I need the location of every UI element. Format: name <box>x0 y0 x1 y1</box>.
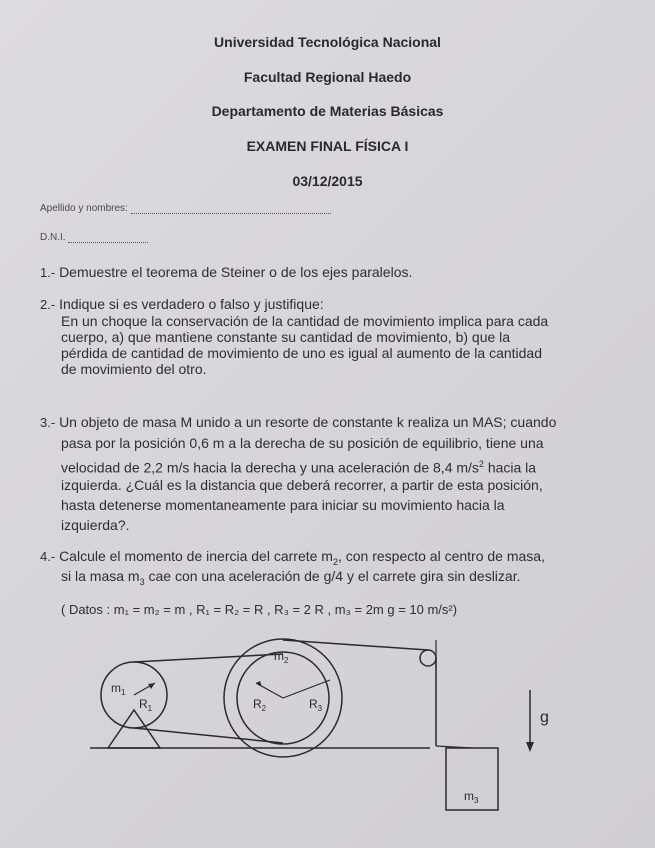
question-number: 1.- <box>40 265 56 280</box>
question-data: ( Datos : m₁ = m₂ = m , R₁ = R₂ = R , R₃ = 2 R , m₃ = 2m g = 10 m/s²) <box>61 602 458 617</box>
question-line: izquierda. ¿Cuál es la distancia que deberá recorrer, a partir de esta posición, <box>61 477 543 493</box>
university-title: Universidad Tecnológica Nacional <box>214 34 441 50</box>
m2-label: $m_2$ <box>274 649 289 665</box>
question-number: 3.- <box>40 415 56 430</box>
question-line: pasa por la posición 0,6 m a la derecha de su posición de equilibrio, tiene una <box>61 435 544 451</box>
id-label: D.N.I. <box>40 232 66 243</box>
question-line: Un objeto de masa M unido a un resorte de constante k realiza un MAS; cuando <box>59 414 557 430</box>
R3-radius <box>283 680 330 698</box>
question-text: Demuestre el teorema de Steiner o de los ejes paralelos. <box>59 264 413 280</box>
question-line: Indique si es verdadero o falso y justifique: <box>59 296 324 312</box>
belt-bottom <box>134 728 283 743</box>
R2-label: $R_2$ <box>253 697 267 713</box>
question-line-accel: velocidad de 2,2 m/s hacia la derecha y una aceleración de 8,4 $m/s^2$ hacia la <box>61 459 537 476</box>
name-label: Apellido y nombres: <box>40 203 128 214</box>
question-line: de movimiento del otro. <box>61 361 207 377</box>
m3-label: $m_3$ <box>464 789 479 805</box>
exam-date: 03/12/2015 <box>292 173 363 189</box>
question-line: pérdida de cantidad de movimiento de uno es igual al aumento de la cantidad <box>61 345 542 361</box>
g-arrowhead <box>526 742 534 752</box>
support-triangle <box>108 710 160 748</box>
rope-top <box>283 640 428 650</box>
R3-label: $R_3$ <box>309 697 323 713</box>
question-number: 4.- <box>40 549 56 564</box>
question-line: En un choque la conservación de la cantidad de movimiento implica para cada <box>61 313 549 329</box>
question-number: 2.- <box>40 297 56 312</box>
question-line: hasta detenerse momentaneamente para iniciar su movimiento hacia la <box>61 497 505 513</box>
m1-label: $m_1$ <box>111 681 126 697</box>
question-4: 4.- Calcule el momento de inercia del carrete $m_2$, con respecto al centro de masa, <box>40 548 545 567</box>
R1-label: $R_1$ <box>139 697 153 713</box>
department-title: Departamento de Materias Básicas <box>211 103 444 119</box>
question-line: izquierda?. <box>61 517 130 533</box>
question-line: cuerpo, a) que mantiene constante su cantidad de movimiento, b) que la <box>61 329 511 345</box>
small-pulley <box>420 650 436 666</box>
faculty-title: Facultad Regional Haedo <box>243 69 412 85</box>
g-label: g <box>540 709 549 726</box>
question-line: si la masa $m_3$ cae con una aceleración de g/4 y el carrete gira sin deslizar. <box>61 568 521 587</box>
exam-title: EXAMEN FINAL FÍSICA I <box>246 138 409 154</box>
